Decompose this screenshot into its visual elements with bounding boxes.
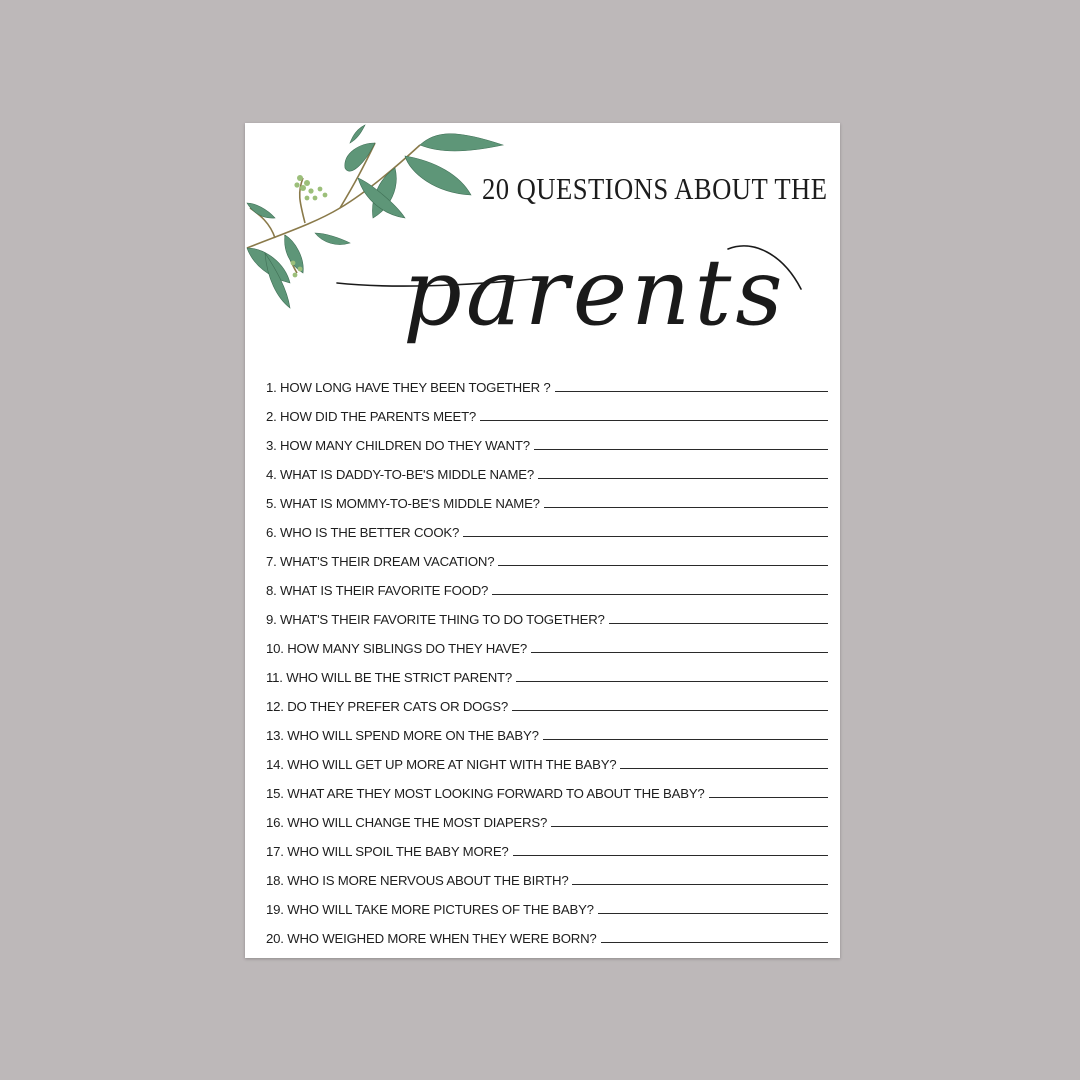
question-text: 12. DO THEY PREFER CATS OR DOGS?	[266, 699, 509, 714]
answer-line[interactable]	[555, 391, 828, 392]
answer-line[interactable]	[572, 884, 828, 885]
questions-list	[266, 367, 828, 947]
question-text: 1. HOW LONG HAVE THEY BEEN TOGETHER ?	[266, 380, 551, 395]
question-row	[266, 802, 828, 831]
question-row	[266, 541, 828, 570]
question-row	[266, 860, 828, 889]
answer-line[interactable]	[544, 507, 828, 508]
question-text: 11. WHO WILL BE THE STRICT PARENT?	[266, 670, 513, 685]
answer-line[interactable]	[601, 942, 828, 943]
answer-line[interactable]	[480, 420, 828, 421]
answer-line[interactable]	[531, 652, 828, 653]
answer-line[interactable]	[513, 855, 828, 856]
question-text: 18. WHO IS MORE NERVOUS ABOUT THE BIRTH?	[266, 873, 569, 888]
answer-line[interactable]	[551, 826, 828, 827]
question-text: 4. WHAT IS DADDY-TO-BE'S MIDDLE NAME?	[266, 467, 534, 482]
answer-line[interactable]	[534, 449, 828, 450]
question-text: 17. WHO WILL SPOIL THE BABY MORE?	[266, 844, 509, 859]
heading-title: 20 QUESTIONS ABOUT THE	[482, 171, 828, 206]
question-row	[266, 483, 828, 512]
question-text: 2. HOW DID THE PARENTS MEET?	[266, 409, 477, 424]
answer-line[interactable]	[598, 913, 828, 914]
question-row	[266, 628, 828, 657]
question-row	[266, 744, 828, 773]
question-row	[266, 889, 828, 918]
question-row	[266, 918, 828, 947]
answer-line[interactable]	[498, 565, 828, 566]
question-row	[266, 715, 828, 744]
question-text: 13. WHO WILL SPEND MORE ON THE BABY?	[266, 728, 539, 743]
question-row	[266, 686, 828, 715]
answer-line[interactable]	[516, 681, 828, 682]
answer-line[interactable]	[538, 478, 828, 479]
answer-line[interactable]	[492, 594, 828, 595]
question-row	[266, 512, 828, 541]
question-text: 15. WHAT ARE THEY MOST LOOKING FORWARD TO ABOUT THE BABY?	[266, 786, 705, 801]
svg-text:parents: parents	[403, 239, 787, 346]
answer-line[interactable]	[620, 768, 828, 769]
question-row	[266, 425, 828, 454]
question-text: 16. WHO WILL CHANGE THE MOST DIAPERS?	[266, 815, 548, 830]
question-row	[266, 570, 828, 599]
question-row	[266, 657, 828, 686]
question-row	[266, 367, 828, 396]
answer-line[interactable]	[609, 623, 828, 624]
question-row	[266, 599, 828, 628]
game-card	[245, 123, 840, 958]
question-row	[266, 454, 828, 483]
question-text: 3. HOW MANY CHILDREN DO THEY WANT?	[266, 438, 530, 453]
question-text: 7. WHAT'S THEIR DREAM VACATION?	[266, 554, 495, 569]
question-text: 8. WHAT IS THEIR FAVORITE FOOD?	[266, 583, 489, 598]
heading-script-parents	[333, 219, 803, 369]
answer-line[interactable]	[543, 739, 828, 740]
answer-line[interactable]	[463, 536, 828, 537]
question-text: 20. WHO WEIGHED MORE WHEN THEY WERE BORN?	[266, 931, 597, 946]
question-text: 9. WHAT'S THEIR FAVORITE THING TO DO TOGETHER?	[266, 612, 605, 627]
answer-line[interactable]	[512, 710, 828, 711]
question-text: 5. WHAT IS MOMMY-TO-BE'S MIDDLE NAME?	[266, 496, 540, 511]
question-text: 6. WHO IS THE BETTER COOK?	[266, 525, 460, 540]
question-text: 19. WHO WILL TAKE MORE PICTURES OF THE BABY?	[266, 902, 594, 917]
answer-line[interactable]	[709, 797, 828, 798]
question-row	[266, 773, 828, 802]
question-text: 10. HOW MANY SIBLINGS DO THEY HAVE?	[266, 641, 527, 656]
question-text: 14. WHO WILL GET UP MORE AT NIGHT WITH THE BABY?	[266, 757, 617, 772]
question-row	[266, 831, 828, 860]
question-row	[266, 396, 828, 425]
